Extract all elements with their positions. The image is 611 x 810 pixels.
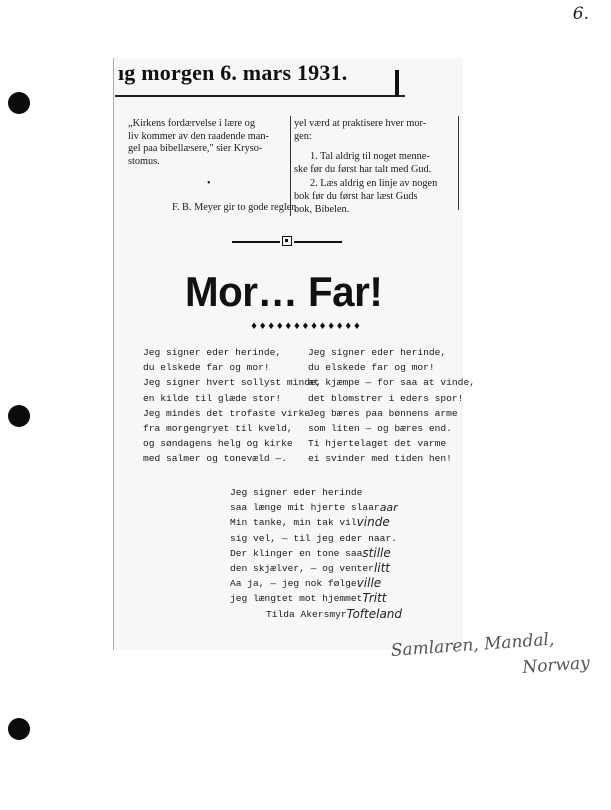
right-line: yel værd at praktisere hver mor-	[294, 118, 427, 129]
verse-line: at kjæmpe — for saa at vinde,	[308, 377, 475, 389]
right-line: 1. Tal aldrig til noget menne-	[310, 151, 430, 163]
poem-author: Tilda Akersmyr Tofteland	[266, 606, 403, 621]
handwritten-fill: vinde	[356, 515, 390, 530]
right-column-text	[294, 118, 458, 216]
right-line: 2. Læs aldrig en linje av nogen	[310, 178, 438, 190]
verse-line: en kilde til glæde stor!	[143, 392, 282, 404]
left-column-text	[128, 118, 288, 168]
left-column-end: F. B. Meyer gir to gode regler,	[172, 202, 297, 213]
right-line: bok, Bibelen.	[294, 203, 350, 215]
column-rule-left	[290, 116, 291, 216]
verse-line: fra morgengryet til kveld,	[143, 422, 293, 434]
handwritten-fill: aar	[379, 501, 398, 515]
verse-line: Jeg signer eder herinde	[230, 487, 363, 498]
right-line: ske før du først har talt med Gud.	[294, 163, 432, 175]
source-line: Norway	[521, 653, 591, 678]
verse-line: Aa ja, — jeg nok følge ville	[230, 576, 382, 591]
verse-line: den skjælver, — og venter litt	[230, 560, 391, 575]
verse-line: det blomstrer i eders spor!	[308, 392, 464, 404]
handwritten-author: Tofteland	[346, 606, 403, 621]
verse-line: Jeg signer eder herinde,	[143, 347, 282, 358]
masthead-bar	[395, 70, 399, 96]
verse-bottom	[230, 485, 403, 622]
column-rule-right	[458, 116, 459, 210]
punch-hole-middle	[8, 405, 30, 427]
handwritten-fill: stille	[362, 545, 391, 560]
verse-line: du elskede far og mor!	[308, 362, 435, 374]
left-line: „Kirkens fordærvelse i lære og	[128, 118, 255, 129]
masthead-date: ıg morgen 6. mars 1931.	[118, 60, 348, 85]
poem-title: Mor… Far!	[185, 268, 383, 315]
verse-line: Der klinger en tone saa stille	[230, 545, 391, 560]
verse-line: saa længe mit hjerte slaar aar	[230, 501, 398, 515]
source-line: Samlaren, Mandal,	[390, 629, 555, 661]
clipping-edge	[113, 58, 114, 650]
verse-right	[308, 345, 475, 467]
left-line: liv kommer av den raadende man-	[128, 130, 269, 142]
verse-line: Jeg signer eder herinde,	[308, 347, 447, 358]
verse-line: jeg længtet mot hjemmet Tritt	[230, 591, 387, 606]
masthead-rule	[115, 95, 405, 97]
punch-hole-top	[8, 92, 30, 114]
handwritten-fill: litt	[373, 560, 391, 575]
left-line: gel paa bibellæsere," sier Kryso-	[128, 143, 263, 155]
verse-line: ei svinder med tiden hen!	[308, 453, 452, 465]
verse-line: med salmer og tonevæld —.	[143, 453, 287, 465]
punch-hole-bottom	[8, 718, 30, 740]
verse-line: sig vel, — til jeg eder naar.	[230, 532, 397, 544]
page-number: 6.	[572, 4, 589, 24]
left-line: stomus.	[128, 155, 160, 167]
handwritten-fill: Tritt	[362, 591, 387, 606]
verse-line: og søndagens helg og kirke	[143, 438, 293, 450]
verse-line: du elskede far og mor!	[143, 362, 270, 374]
verse-line: Jeg bæres paa bønnens arme	[308, 407, 458, 419]
handwritten-fill: ville	[356, 576, 382, 591]
verse-line: Ti hjertelaget det varme	[308, 438, 447, 450]
title-ornament	[232, 236, 342, 248]
verse-line: Jeg signer hvert sollyst minde,	[143, 377, 322, 389]
verse-line: som liten — og bæres end.	[308, 422, 452, 434]
verse-line: Min tanke, min tak vil vinde	[230, 515, 390, 530]
verse-line: Jeg mindes det trofaste virke	[143, 407, 310, 419]
left-column-bullet: •	[207, 178, 211, 189]
verse-left	[143, 345, 321, 467]
right-line: gen:	[294, 130, 312, 142]
right-line: bok før du først har læst Guds	[294, 190, 418, 202]
diamond-divider: ♦♦♦♦♦♦♦♦♦♦♦♦♦	[250, 322, 362, 332]
